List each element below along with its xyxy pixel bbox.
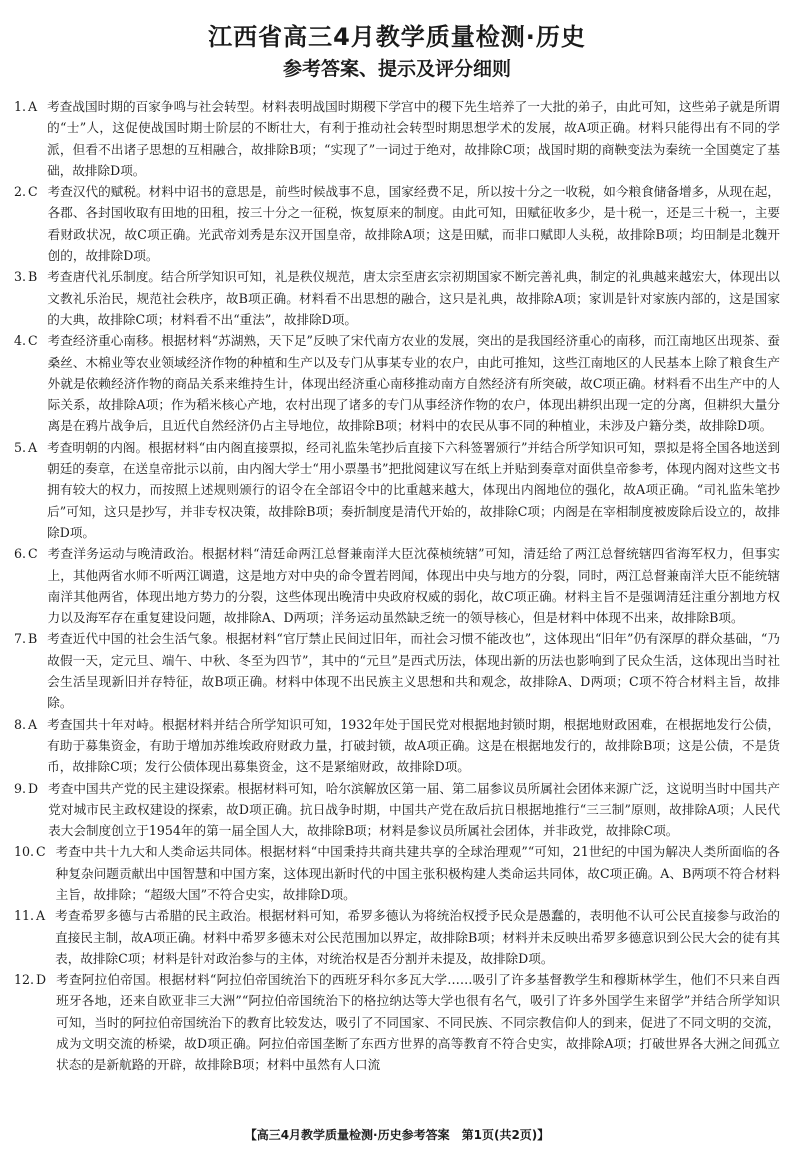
explanation-text: 考查经济重心南移。根据材料“苏湖熟，天下足”反映了宋代南方农业的发展，突出的是我国经济重心的南移，而江南地区出现茶、蚕桑丝、木棉业等农业领域经济作物的种植和生产以及专门从事某专业的农户，由此可推知，这些江南地区的人民基本上除了粮食生产外就是依赖经济作物的商品关系来维持生计，体现出经济重心南移推动南方自然经济有所突破，故C项正确。材料看不出生产中的人际关系，故排除A项；作为稻米核心产地，农村出现了诸多的专门从事经济作物的农户，体现出耕织出现一定的分离，但耕织大量分离是在鸦片战争后，且近代自然经济仍占主导地位，故排除B项；材料中的农民从事不同的种植业，未涉及户籍分类，故排除D项。	[47, 333, 780, 434]
answer-item	[14, 969, 780, 1075]
answer-letter: A	[28, 99, 38, 114]
explanation-text: 考查明朝的内阁。根据材料“由内阁直接票拟，经司礼监朱笔抄后直接下六科签署颁行”并结合所学知识可知，票拟是将全国各地送到朝廷的奏章，在送皇帝批示以前，由内阁大学士“用小票墨书”把批阅建议写在纸上并贴到奏章对面供皇帝参考，体现内阁对这些文书拥有较大的权力，而按照上述规则颁行的诏令在全部诏令中的比重越来越大，体现出内阁地位的强化，故A项正确。“司礼监朱笔抄后”可知，这只是抄写，并非专权决策，故排除B项；奏折制度是清代开始的，故排除C项；内阁是在宰相制度被废除后设立的，故排除D项。	[47, 439, 780, 540]
item-number: 10.	[14, 844, 35, 860]
explanation-text: 考查国共十年对峙。根据材料并结合所学知识可知，1932年处于国民党对根据地封锁时期，根据地财政困难，在根据地发行公债，有助于募集资金，有助于增加苏维埃政府财政力量，打破封锁，故A项正确。这是在根据地发行的，故排除B项；这是公债，不是货币，故排除C项；发行公债体现出募集资金，这不是紧缩财政，故排除D项。	[47, 716, 780, 775]
item-number: 3.	[14, 269, 27, 285]
item-number: 9.	[14, 780, 27, 796]
item-number: 11.	[14, 908, 35, 924]
question-number	[14, 437, 47, 543]
answer-letter: A	[36, 908, 46, 924]
answer-letter: C	[36, 844, 46, 860]
question-number	[14, 905, 55, 969]
explanation-text: 考查战国时期的百家争鸣与社会转型。材料表明战国时期稷下学宫中的稷下先生培养了一大批的弟子，由此可知，这些弟子就是所谓的“士”人，这促使战国时期士阶层的不断壮大，有利于推动社会转型时期思想学术的发展，故A项正确。材料只能得出有不同的学派，但看不出诸子思想的互相融合，故排除B项；“实现了”一词过于绝对，故排除C项；战国时期的商鞅变法为秦统一全国奠定了基础，故排除D项。	[47, 99, 780, 178]
answer-letter: B	[28, 631, 38, 647]
explanation-text: 考查唐代礼乐制度。结合所学知识可知，礼是秩仪规范，唐太宗至唐玄宗初期国家不断完善礼典，制定的礼典越来越宏大，体现出以文教礼乐治民，规范社会秩序，故B项正确。材料看不出思想的融合，这只是礼典，故排除A项；家训是针对家族内部的，这是国家的大典，故排除C项；材料看不出“重法”，故排除D项。	[47, 269, 780, 327]
answer-list	[14, 96, 780, 1076]
page-footer: 【高三4月教学质量检测·历史参考答案 第1页(共2页)】	[244, 1128, 550, 1142]
page-subtitle: 参考答案、提示及评分细则	[282, 58, 511, 80]
answer-letter: C	[28, 333, 38, 349]
question-number	[14, 841, 56, 905]
item-number: 8.	[14, 716, 27, 732]
explanation-text: 考查汉代的赋税。材料中诏书的意思是，前些时候战事不息，国家经费不足，所以按十分之一收税，如今粮食储备增多，从现在起，各郡、各封国收取有田地的田租，按三十分之一征税，恢复原来的制度。由此可知，田赋征收多少，是十税一，还是三十税一，主要看财政状况，故C项正确。光武帝刘秀是东汉开国皇帝，故排除A项；这是田赋，而非口赋即人头税，故排除B项；均田制是北魏开创的，故排除D项。	[47, 184, 780, 264]
question-number	[14, 266, 47, 330]
answer-item	[14, 543, 780, 628]
answer-letter: A	[28, 716, 38, 732]
answer-item	[14, 181, 780, 266]
explanation-text: 考查中国共产党的民主建设探索。根据材料可知，哈尔滨解放区第一届、第二届参议员所属社会团体来源广泛，这说明当时中国共产党对城市民主政权建设的探索，故D项正确。抗日战争时期，中国共产党在敌后抗日根据地推行“三三制”原则，故排除A项；人民代表大会制度创立于1954年的第一届全国人大，故排除B项；材料是参议员所属社会团体，并非政党，故排除C项。	[48, 780, 780, 839]
item-number: 1.	[14, 99, 27, 114]
answer-item	[14, 841, 780, 905]
item-number: 6.	[14, 546, 27, 562]
question-number	[14, 181, 48, 266]
answer-letter: D	[28, 780, 39, 796]
question-number	[14, 714, 47, 778]
answer-item	[14, 778, 780, 842]
explanation-text: 考查近代中国的社会生活气象。根据材料“官厅禁止民间过旧年，而社会习惯不能改也”，这体现出“旧年”仍有深厚的群众基础，“乃故假一天，定元旦、端午、中秋、冬至为四节”，其中的“元旦”是西式历法，体现出新的历法也影响到了民众生活，这体现出当时社会生活呈现新旧并存特征，故B项正确。材料中体现不出民族主义思想和共和观念，故排除A、D两项；C项不符合材料主旨，故排除。	[47, 631, 780, 711]
answer-letter: D	[36, 972, 47, 988]
question-number	[14, 543, 48, 628]
question-number	[14, 96, 47, 181]
item-number: 4.	[14, 333, 27, 349]
explanation-text: 考查中共十九大和人类命运共同体。根据材料“中国秉持共商共建共享的全球治理观”“可知，21世纪的中国为解决人类所面临的各种复杂问题贡献出中国智慧和中国方案，这体现出新时代的中国主张积极构建人类命运共同体，故C项正确。A、B两项不符合材料主旨，故排除；“超级大国”不符合史实，故排除D项。	[55, 844, 780, 902]
item-number: 7.	[14, 631, 27, 647]
answer-item	[14, 628, 780, 713]
item-number: 5.	[14, 439, 27, 455]
explanation-text: 考查阿拉伯帝国。根据材料“阿拉伯帝国统治下的西班牙科尔多瓦大学……吸引了许多基督教学生和穆斯林学生，他们不只来自西班牙各地，还来自欧亚非三大洲”“阿拉伯帝国统治下的格拉纳达等大学也很有名气，吸引了许多外国学生来留学”并结合所学知识可知，当时的阿拉伯帝国统治下的教育比较发达，吸引了不同国家、不同民族、不同宗教信仰人的到来，促进了不同文明的交流，成为文明交流的桥梁，故D项正确。阿拉伯帝国垄断了东西方世界的高等教育不符合史实，故排除A项；打破世界各大洲之间孤立状态的是新航路的开辟，故排除B项；材料中虽然有人口流	[56, 972, 780, 1073]
explanation-text: 考查希罗多德与古希腊的民主政治。根据材料可知，希罗多德认为将统治权授予民众是愚蠢的，表明他不认可公民直接参与政治的直接民主制，故A项正确。材料中希罗多德未对公民范围加以界定，故排除B项；材料并未反映出希罗多德意识到公民大会的徒有其表，故排除C项；材料是针对政治参与的主体，对统治权是否分割并未提及，故排除D项。	[55, 908, 780, 966]
explanation-text: 考查洋务运动与晚清政治。根据材料“清廷命两江总督兼南洋大臣沈葆桢统辖”可知，清廷给了两江总督统辖四省海军权力，但事实上，其他两省水师不听两江调遣，这是地方对中央的命令置若罔闻，体现出中央与地方的分裂，同时，两江总督兼南洋大臣不能统辖南洋其他两省，体现出地方势力的分裂，这些体现出晚清中央政府权威的弱化，故C项正确。材料主旨不是强调清廷注重分割地方权力以及海军存在重复建设问题，故排除A、D两项；洋务运动虽然缺乏统一的领导核心，但是材料中体现不出来，故排除B项。	[47, 546, 780, 626]
answer-item	[14, 437, 780, 543]
answer-item	[14, 714, 780, 778]
answer-item	[14, 266, 780, 330]
question-number	[14, 778, 48, 842]
item-number: 12.	[14, 972, 35, 988]
page-title: 江西省高三4月教学质量检测·历史	[208, 23, 586, 51]
answer-letter: A	[28, 439, 38, 455]
question-number	[14, 330, 48, 436]
question-number	[14, 969, 56, 1075]
item-number: 2.	[14, 184, 27, 200]
answer-letter: C	[28, 546, 38, 562]
answer-item	[14, 330, 780, 436]
answer-item	[14, 96, 780, 181]
answer-letter: C	[28, 184, 38, 200]
answer-item	[14, 905, 780, 969]
answer-letter: B	[28, 269, 38, 285]
question-number	[14, 628, 47, 713]
